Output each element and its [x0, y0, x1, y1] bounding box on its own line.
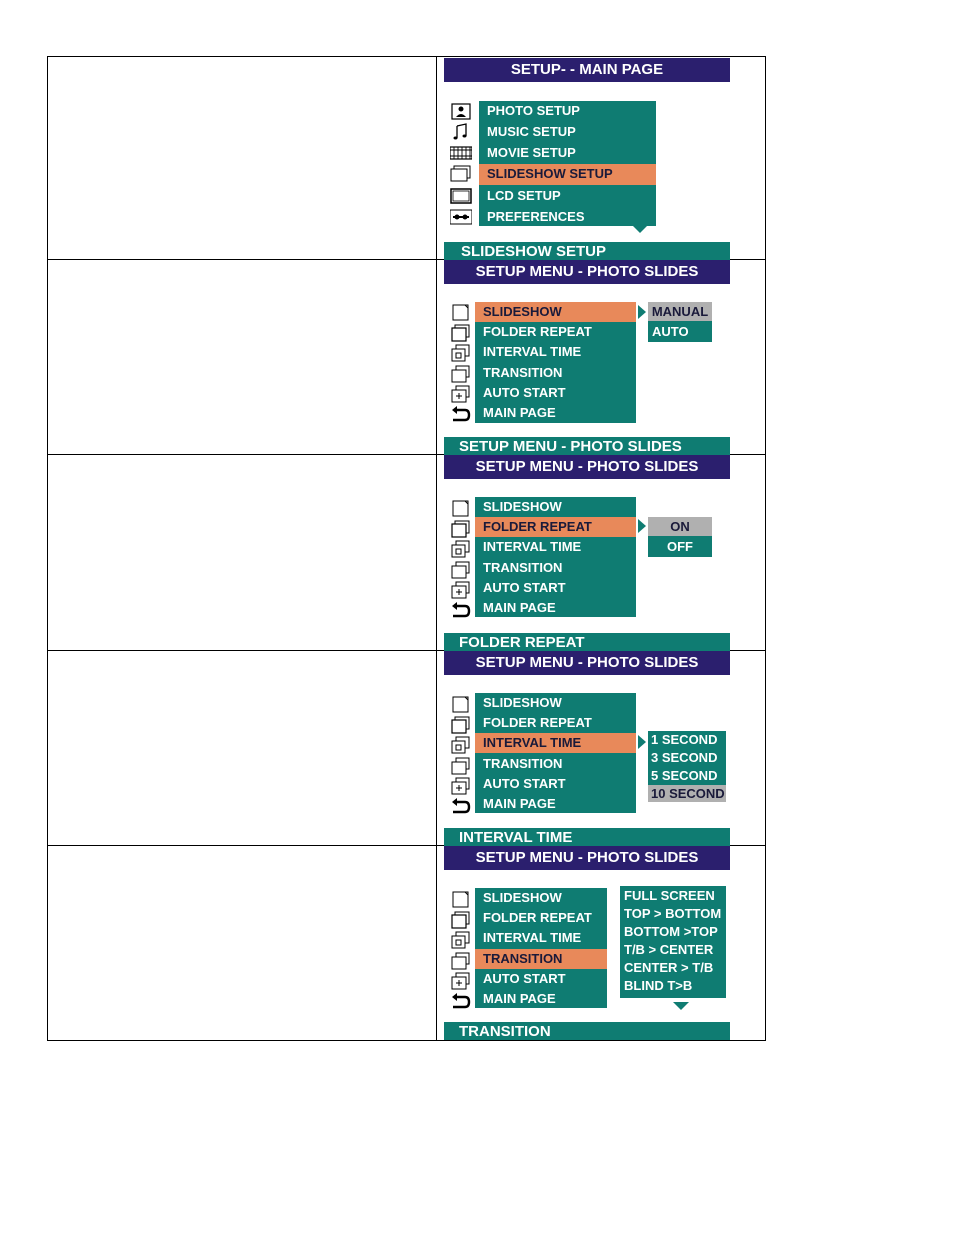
option-blind-tb[interactable]: BLIND T>B: [624, 978, 693, 993]
menu-item-music-setup[interactable]: MUSIC SETUP: [487, 124, 576, 139]
menu-item-interval-time[interactable]: INTERVAL TIME: [483, 539, 582, 554]
screen-footer: SLIDESHOW SETUP: [444, 242, 730, 260]
document-table: [47, 56, 766, 1041]
interval-time-icon: [450, 540, 472, 558]
option-3-second[interactable]: 3 SECOND: [651, 750, 718, 765]
menu-item-folder-repeat[interactable]: FOLDER REPEAT: [483, 324, 592, 339]
folder-repeat-icon: [450, 716, 472, 734]
submenu-arrow: [638, 519, 646, 533]
transition-icon: [450, 952, 472, 970]
lcd-icon: [450, 187, 472, 205]
screen-header: SETUP MENU - PHOTO SLIDES: [444, 846, 730, 870]
option-top-bottom[interactable]: TOP > BOTTOM: [624, 906, 722, 921]
menu-item-slideshow-setup[interactable]: SLIDESHOW SETUP: [479, 164, 656, 185]
table-row: [48, 846, 765, 1040]
slides-menu: [475, 302, 636, 423]
transition-icon: [450, 561, 472, 579]
slides-menu: [475, 497, 636, 617]
photo-icon: [450, 103, 472, 121]
interval-time-icon: [450, 344, 472, 362]
interval-time-options: [648, 731, 726, 802]
main-page-screen: [444, 58, 730, 260]
return-icon: [450, 405, 472, 423]
screen-header: SETUP MENU - PHOTO SLIDES: [444, 260, 730, 284]
interval-time-screen: [444, 651, 730, 846]
option-bottom-top[interactable]: BOTTOM >TOP: [624, 924, 718, 939]
option-5-second[interactable]: 5 SECOND: [651, 768, 718, 783]
option-off[interactable]: OFF: [667, 539, 693, 554]
slideshow-options: [648, 302, 712, 342]
menu-item-interval-time[interactable]: INTERVAL TIME: [475, 733, 636, 753]
menu-item-auto-start[interactable]: AUTO START: [483, 776, 566, 791]
menu-item-slideshow[interactable]: SLIDESHOW: [483, 499, 562, 514]
menu-item-transition[interactable]: TRANSITION: [475, 949, 607, 969]
menu-item-auto-start[interactable]: AUTO START: [483, 580, 566, 595]
menu-item-interval-time[interactable]: INTERVAL TIME: [483, 930, 582, 945]
option-1-second[interactable]: 1 SECOND: [651, 732, 718, 747]
menu-item-main-page[interactable]: MAIN PAGE: [483, 796, 556, 811]
screen-header: SETUP- - MAIN PAGE: [444, 58, 730, 82]
main-menu: [479, 101, 656, 226]
screen-footer: FOLDER REPEAT: [444, 633, 730, 651]
slides-menu: [475, 693, 636, 813]
option-tb-center[interactable]: T/B > CENTER: [624, 942, 714, 957]
menu-item-slideshow[interactable]: SLIDESHOW: [483, 695, 562, 710]
single-page-icon: [450, 500, 472, 518]
scroll-down-arrow[interactable]: [673, 1002, 689, 1010]
screen-footer: TRANSITION: [444, 1022, 730, 1040]
slides-menu: [475, 888, 607, 1008]
single-page-icon: [450, 696, 472, 714]
preferences-icon: [450, 208, 472, 226]
transition-icon: [450, 365, 472, 383]
table-row: [48, 455, 765, 651]
screen-header: SETUP MENU - PHOTO SLIDES: [444, 651, 730, 675]
table-row: [48, 651, 765, 846]
menu-item-folder-repeat[interactable]: FOLDER REPEAT: [475, 517, 636, 537]
menu-item-auto-start[interactable]: AUTO START: [483, 385, 566, 400]
menu-item-main-page[interactable]: MAIN PAGE: [483, 991, 556, 1006]
menu-item-preferences[interactable]: PREFERENCES: [487, 209, 585, 224]
menu-item-main-page[interactable]: MAIN PAGE: [483, 405, 556, 420]
auto-start-icon: [450, 385, 472, 403]
return-icon: [450, 797, 472, 815]
menu-item-movie-setup[interactable]: MOVIE SETUP: [487, 145, 576, 160]
menu-item-transition[interactable]: TRANSITION: [483, 756, 563, 771]
film-strip-icon: [450, 144, 472, 162]
menu-item-interval-time[interactable]: INTERVAL TIME: [483, 344, 582, 359]
slideshow-screen: [444, 260, 730, 455]
folder-repeat-icon: [450, 324, 472, 342]
menu-item-slideshow[interactable]: SLIDESHOW: [475, 302, 636, 322]
menu-item-main-page[interactable]: MAIN PAGE: [483, 600, 556, 615]
table-row: [48, 260, 765, 455]
table-row: [48, 57, 765, 260]
scroll-down-arrow[interactable]: [632, 225, 648, 233]
interval-time-icon: [450, 931, 472, 949]
interval-time-icon: [450, 736, 472, 754]
screen-header: SETUP MENU - PHOTO SLIDES: [444, 455, 730, 479]
menu-item-folder-repeat[interactable]: FOLDER REPEAT: [483, 715, 592, 730]
submenu-arrow: [638, 305, 646, 319]
transition-screen: [444, 846, 730, 1040]
option-auto[interactable]: AUTO: [652, 324, 689, 339]
screen-footer: INTERVAL TIME: [444, 828, 730, 846]
submenu-arrow: [638, 735, 646, 749]
option-manual[interactable]: MANUAL: [648, 302, 712, 321]
menu-item-auto-start[interactable]: AUTO START: [483, 971, 566, 986]
menu-item-folder-repeat[interactable]: FOLDER REPEAT: [483, 910, 592, 925]
menu-item-transition[interactable]: TRANSITION: [483, 365, 563, 380]
menu-item-lcd-setup[interactable]: LCD SETUP: [487, 188, 561, 203]
folder-repeat-icon: [450, 911, 472, 929]
auto-start-icon: [450, 581, 472, 599]
option-full-screen[interactable]: FULL SCREEN: [624, 888, 715, 903]
option-10-second[interactable]: 10 SECOND: [648, 785, 726, 802]
slideshow-icon: [450, 165, 472, 183]
folder-repeat-icon: [450, 520, 472, 538]
single-page-icon: [450, 891, 472, 909]
return-icon: [450, 601, 472, 619]
single-page-icon: [450, 304, 472, 322]
menu-item-slideshow[interactable]: SLIDESHOW: [483, 890, 562, 905]
folder-repeat-screen: [444, 455, 730, 651]
transition-icon: [450, 757, 472, 775]
screen-footer: SETUP MENU - PHOTO SLIDES: [444, 437, 730, 455]
option-on[interactable]: ON: [648, 517, 712, 536]
option-center-tb[interactable]: CENTER > T/B: [624, 960, 714, 975]
folder-repeat-options: [648, 517, 712, 557]
auto-start-icon: [450, 972, 472, 990]
auto-start-icon: [450, 777, 472, 795]
transition-options: [620, 886, 726, 998]
menu-item-transition[interactable]: TRANSITION: [483, 560, 563, 575]
menu-item-photo-setup[interactable]: PHOTO SETUP: [487, 103, 580, 118]
music-note-icon: [450, 123, 472, 141]
return-icon: [450, 992, 472, 1010]
